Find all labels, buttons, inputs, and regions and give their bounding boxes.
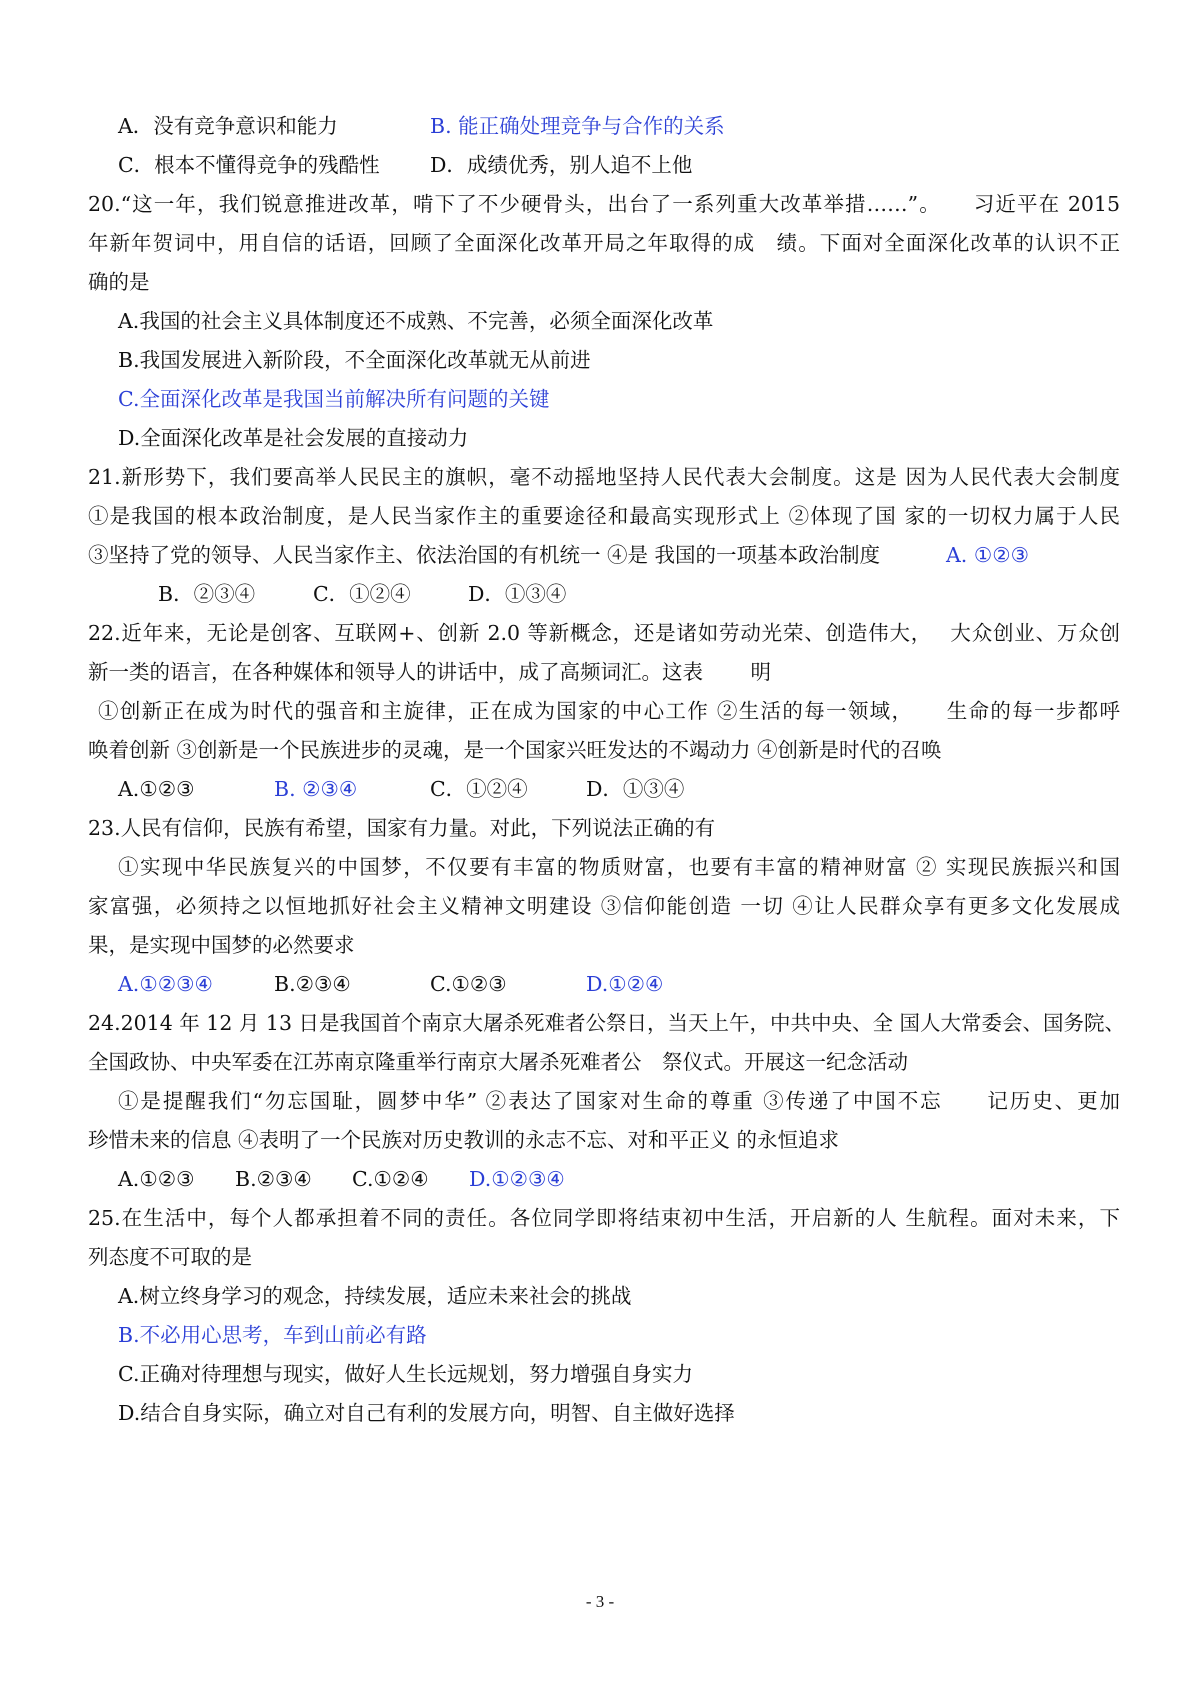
- q23-stem-line3: 家富强，必须持之以恒地抓好社会主义精神文明建设 ③信仰能创造 一切 ④让人民群众享有更多文化发展成: [88, 894, 1120, 918]
- q21-stem-line2: ①是我国的根本政治制度，是人民当家作主的重要途径和最高实现形式上 ②体现了国 家的一切权力属于人民: [88, 504, 1120, 528]
- q20-option-d: D.全面深化改革是社会发展的直接动力: [118, 426, 469, 450]
- q20-option-a: A.我国的社会主义具体制度还不成熟、不完善，必须全面深化改革: [118, 309, 714, 333]
- q24-options-row: [0, 1164, 1200, 1194]
- q19-options-row1: [0, 111, 1200, 141]
- q23-stem-line2: ①实现中华民族复兴的中国梦，不仅要有丰富的物质财富，也要有丰富的精神财富 ② 实现民族振兴和国: [118, 855, 1120, 879]
- q19-option-a: A．没有竞争意识和能力: [118, 114, 338, 138]
- q21-stem-line3: ③坚持了党的领导、人民当家作主、依法治国的有机统一 ④是 我国的一项基本政治制度 A. ①②③: [0, 540, 1200, 570]
- q22-stem-line2: 新一类的语言，在各种媒体和领导人的讲话中，成了高频词汇。这表 明: [88, 660, 772, 684]
- q23-option-a: A.①②③④: [118, 972, 213, 996]
- q25-option-b: B.不必用心思考，车到山前必有路: [118, 1323, 427, 1347]
- q25-option-a: A.树立终身学习的观念，持续发展，适应未来社会的挑战: [118, 1284, 632, 1308]
- q24-option-c: C.①②④: [352, 1167, 429, 1191]
- q20-stem-line2: 年新年贺词中，用自信的话语，回顾了全面深化改革开局之年取得的成 绩。下面对全面深化改革的认识不正: [88, 231, 1120, 255]
- q20-stem-line1: 20.“这一年，我们锐意推进改革，啃下了不少硬骨头，出台了一系列重大改革举措……”。 习近平在 2015: [88, 192, 1120, 216]
- q23-stem-line1: 23.人民有信仰，民族有希望，国家有力量。对此，下列说法正确的有: [88, 816, 716, 840]
- q19-option-b: B. 能正确处理竞争与合作的关系: [430, 114, 725, 138]
- q20-stem-line3: 确的是: [88, 270, 150, 294]
- q21-options-row: [0, 579, 1200, 609]
- q22-stem-line4: 唤着创新 ③创新是一个民族进步的灵魂，是一个国家兴旺发达的不竭动力 ④创新是时代的召唤: [88, 738, 942, 762]
- q23-options-row: [0, 969, 1200, 999]
- q21-stem-line1: 21.新形势下，我们要高举人民民主的旗帜，毫不动摇地坚持人民代表大会制度。这是 因为人民代表大会制度: [88, 465, 1120, 489]
- q22-stem-line1: 22.近年来，无论是创客、互联网+、创新 2.0 等新概念，还是诸如劳动光荣、创造伟大， 大众创业、万众创: [88, 621, 1120, 645]
- q19-option-c: C．根本不懂得竞争的残酷性: [118, 153, 380, 177]
- q25-stem-line2: 列态度不可取的是: [88, 1245, 252, 1269]
- q25-option-d: D.结合自身实际，确立对自己有利的发展方向，明智、自主做好选择: [118, 1401, 735, 1425]
- q24-stem-line3: ①是提醒我们“勿忘国耻，圆梦中华” ②表达了国家对生命的尊重 ③传递了中国不忘 记历史、更加: [118, 1089, 1120, 1113]
- q20-option-b: B.我国发展进入新阶段，不全面深化改革就无从前进: [118, 348, 591, 372]
- q24-stem-line2: 全国政协、中央军委在江苏南京隆重举行南京大屠杀死难者公 祭仪式。开展这一纪念活动: [88, 1050, 908, 1074]
- q24-stem-line1: 24.2014 年 12 月 13 日是我国首个南京大屠杀死难者公祭日，当天上午，中共中央、全 国人大常委会、国务院、: [88, 1011, 1126, 1035]
- q25-option-c: C.正确对待理想与现实，做好人生长远规划，努力增强自身实力: [118, 1362, 693, 1386]
- page-number: - 3 -: [585, 1592, 615, 1611]
- q22-option-c: C．①②④: [430, 777, 528, 801]
- q23-option-d: D.①②④: [586, 972, 664, 996]
- q24-option-b: B.②③④: [235, 1167, 312, 1191]
- q19-options-row2: [0, 150, 1200, 180]
- q21-option-b: B．②③④: [158, 582, 256, 606]
- q23-option-b: B.②③④: [274, 972, 351, 996]
- q19-option-d: D．成绩优秀，别人追不上他: [430, 153, 693, 177]
- q24-option-d: D.①②③④: [469, 1167, 565, 1191]
- q22-option-b: B. ②③④: [274, 777, 358, 801]
- q25-stem-line1: 25.在生活中，每个人都承担着不同的责任。各位同学即将结束初中生活，开启新的人 生航程。面对未来，下: [88, 1206, 1120, 1230]
- q23-option-c: C.①②③: [430, 972, 507, 996]
- q22-option-d: D．①③④: [586, 777, 685, 801]
- q24-stem-line4: 珍惜未来的信息 ④表明了一个民族对历史教训的永志不忘、对和平正义 的永恒追求: [88, 1128, 840, 1152]
- q23-stem-line4: 果，是实现中国梦的必然要求: [88, 933, 355, 957]
- q22-option-a: A.①②③: [118, 777, 195, 801]
- q22-options-row: [0, 774, 1200, 804]
- q20-option-c: C.全面深化改革是我国当前解决所有问题的关键: [118, 387, 550, 411]
- q21-option-d: D．①③④: [468, 582, 567, 606]
- q22-stem-line3: ①创新正在成为时代的强音和主旋律，正在成为国家的中心工作 ②生活的每一领域， 生命的每一步都呼: [98, 699, 1120, 723]
- q24-option-a: A.①②③: [118, 1167, 195, 1191]
- q21-option-c: C．①②④: [313, 582, 411, 606]
- q21-option-a: A. ①②③: [946, 543, 1029, 567]
